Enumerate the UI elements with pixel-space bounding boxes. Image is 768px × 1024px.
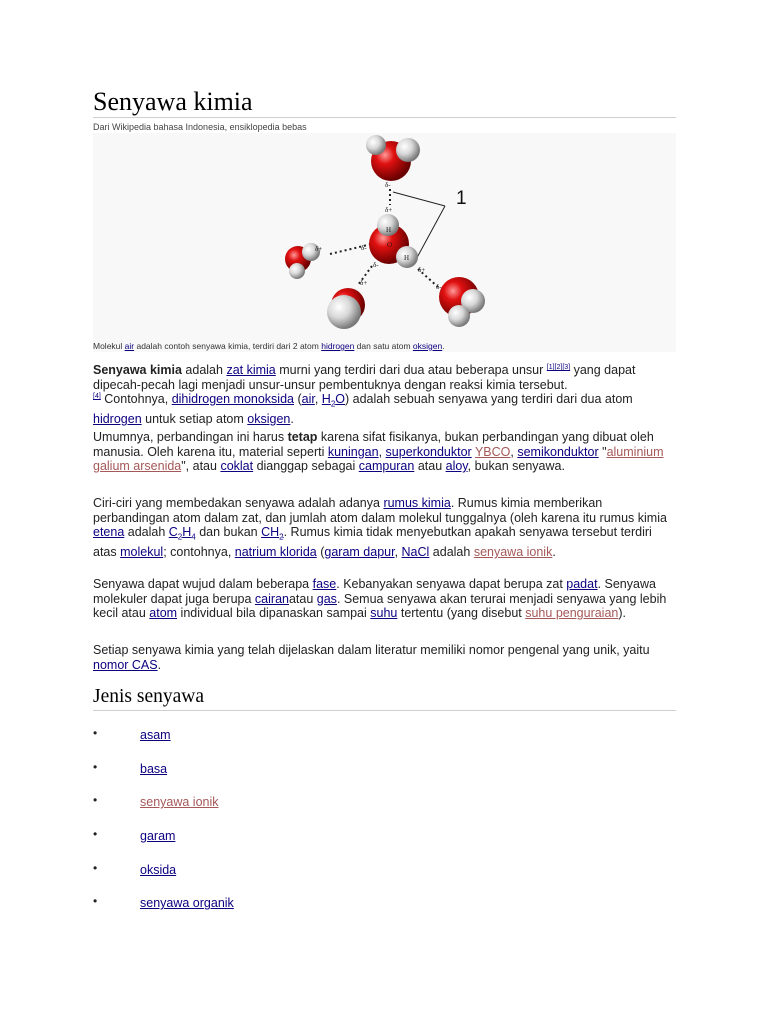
text: . Kebanyakan senyawa dapat berupa zat — [336, 577, 567, 591]
list-link-senyawa-organik[interactable]: senyawa organik — [140, 896, 234, 911]
text: " — [598, 444, 607, 459]
delta-plus-label: δ+ — [360, 279, 368, 287]
list-link-asam[interactable]: asam — [140, 728, 171, 742]
caption-text: adalah contoh senyawa kimia, terdiri dari 2 atom — [134, 341, 322, 351]
paragraph-intro — [93, 363, 676, 427]
bullet-icon: • — [93, 726, 98, 740]
link-etena[interactable]: etena — [93, 525, 125, 540]
text: . Rumus kimia tidak menyebutkan apakah senyawa tersebut terdiri atas — [93, 525, 652, 560]
section-divider — [93, 710, 676, 711]
text: . Senyawa molekuler dapat juga berupa — [93, 577, 656, 606]
link-c2h4[interactable] — [168, 525, 196, 542]
paragraph-formula — [93, 496, 676, 560]
link-atom[interactable]: atom — [149, 606, 178, 621]
text: ) adalah sebuah senyawa yang terdiri dari dua atom — [345, 392, 633, 407]
link-zat-kimia[interactable]: zat kimia — [226, 363, 276, 377]
link-suhu[interactable]: suhu — [370, 606, 398, 621]
link-dihidrogen-monoksida[interactable]: dihidrogen monoksida — [171, 392, 294, 407]
water-molecule-center — [369, 214, 418, 268]
text: Senyawa dapat wujud dalam beberapa — [93, 577, 313, 591]
text: untuk setiap atom — [141, 412, 248, 427]
link-senyawa-ionik[interactable]: senyawa ionik — [473, 545, 553, 560]
link-suhu-penguraian[interactable]: suhu penguraian — [525, 606, 619, 621]
water-molecule-diagram — [93, 133, 676, 352]
formula-part: H — [182, 525, 192, 540]
link-air[interactable]: air — [124, 341, 135, 351]
text: Umumnya, perbandingan ini harus — [93, 430, 288, 444]
term-bold: Senyawa kimia — [93, 363, 182, 377]
text: adalah — [181, 363, 227, 377]
oxygen-atom-label: O — [387, 241, 393, 249]
formula-subscript: 4 — [191, 532, 196, 542]
link-superkonduktor[interactable]: superkonduktor — [385, 444, 472, 459]
text: atau — [414, 459, 446, 474]
title-divider — [93, 117, 676, 118]
list-item — [93, 827, 493, 861]
formula-subscript: 2 — [330, 399, 336, 409]
text: tertentu (yang disebut — [397, 606, 526, 621]
text: , — [314, 392, 322, 407]
angle-label: 1 — [456, 188, 467, 209]
text: , bukan senyawa. — [467, 459, 565, 474]
list-link-senyawa-ionik[interactable]: senyawa ionik — [140, 795, 219, 810]
delta-plus-label: δ+ — [418, 266, 426, 274]
list-link-garam[interactable]: garam — [140, 829, 176, 844]
water-molecule-top — [366, 135, 420, 181]
link-hidrogen[interactable]: hidrogen — [321, 341, 355, 351]
formula-part: CH — [261, 525, 280, 540]
link-aluminium-galium-arsenida[interactable]: aluminium galium arsenida — [93, 444, 664, 474]
delta-minus-label: δ- — [436, 283, 442, 291]
text: , — [378, 444, 386, 459]
paragraph-phase — [93, 577, 676, 621]
bullet-icon: • — [93, 759, 98, 774]
link-kuningan[interactable]: kuningan — [327, 444, 379, 459]
text: . — [157, 657, 162, 672]
link-nomor-cas[interactable]: nomor CAS — [93, 657, 158, 672]
delta-plus-label: δ+ — [315, 245, 323, 253]
link-oksigen[interactable]: oksigen — [247, 412, 291, 427]
caption-text: . — [442, 341, 445, 351]
delta-minus-label: δ- — [361, 244, 367, 252]
link-fase[interactable]: fase — [312, 577, 337, 591]
formula-subscript: 2 — [177, 532, 183, 542]
list-item — [93, 861, 493, 895]
text: , — [394, 545, 402, 560]
page-title: Senyawa kimia — [93, 87, 253, 116]
list-item — [93, 793, 493, 827]
figure-caption — [93, 341, 676, 352]
link-molekul[interactable]: molekul — [120, 545, 164, 560]
list-link-basa[interactable]: basa — [140, 761, 168, 776]
delta-minus-label: δ- — [373, 261, 379, 269]
text: , — [510, 444, 518, 459]
formula-part: O — [335, 392, 346, 407]
hydrogen-atom-label: H — [386, 226, 392, 234]
text: . Semua senyawa akan terurai menjadi senyawa yang lebih kecil atau — [93, 591, 667, 621]
bullet-icon: • — [93, 827, 98, 842]
water-molecule-bottom-left — [327, 288, 365, 329]
text: adalah — [429, 545, 474, 560]
formula-part: H — [321, 392, 331, 407]
text: atau — [288, 591, 317, 606]
delta-plus-label: δ+ — [385, 206, 393, 214]
text: ( — [294, 392, 302, 407]
text: adalah — [124, 525, 169, 540]
text: ( — [316, 545, 325, 560]
list-item — [93, 760, 493, 794]
link-air[interactable]: air — [301, 392, 315, 407]
text: . — [290, 412, 294, 427]
water-molecule-bottom-right — [439, 277, 485, 327]
link-garam-dapur[interactable]: garam dapur — [324, 545, 395, 560]
link-oksigen[interactable]: oksigen — [412, 341, 443, 351]
link-ybco[interactable]: YBCO — [474, 444, 511, 459]
site-tagline: Dari Wikipedia bahasa Indonesia, ensiklopedia bebas — [93, 122, 307, 132]
link-nacl[interactable]: NaCl — [401, 545, 430, 560]
text: murni yang terdiri dari dua atau beberapa unsur — [275, 363, 547, 377]
text: . Rumus kimia memberikan perbandingan atom dalam zat, dan jumlah atom dalam molekul tunggalnya (oleh karena itu rumus kimia — [93, 496, 667, 525]
text: yang dapat dipecah-pecah lagi menjadi unsur-unsur pembentuknya dengan reaksi kimia tersebut. — [93, 363, 636, 392]
paragraph-cas — [93, 643, 676, 672]
formula-subscript: 2 — [279, 532, 284, 542]
hydrogen-atom-label: H — [404, 254, 410, 262]
link-rumus-kimia[interactable]: rumus kimia — [383, 496, 451, 510]
caption-text: Molekul — [93, 341, 125, 351]
compound-types-list — [93, 726, 493, 928]
link-h2o[interactable] — [321, 392, 346, 409]
link-cairan[interactable]: cairan — [254, 591, 289, 606]
link-campuran[interactable]: campuran — [358, 459, 415, 474]
text: dianggap sebagai — [253, 459, 359, 474]
bullet-icon: • — [93, 894, 98, 909]
citation-link[interactable]: [4] — [93, 393, 101, 401]
text: ). — [618, 606, 627, 621]
citation-link[interactable]: [1][2][3] — [546, 363, 571, 371]
link-ch2[interactable] — [261, 525, 284, 542]
text: . — [552, 545, 556, 560]
list-item — [93, 726, 493, 760]
section-heading: Jenis senyawa — [93, 686, 205, 707]
link-coklat[interactable]: coklat — [220, 459, 254, 474]
link-semikonduktor[interactable]: semikonduktor — [517, 444, 599, 459]
text: dan bukan — [195, 525, 262, 540]
text: ", atau — [181, 459, 221, 474]
term-bold: tetap — [287, 430, 318, 444]
text: Contohnya, — [100, 392, 172, 407]
caption-text: dan satu atom — [354, 341, 413, 351]
text: karena sifat fisikanya, bukan perbandingan yang dibuat oleh manusia. Oleh karena itu, material seperti — [93, 430, 654, 459]
text: Ciri-ciri yang membedakan senyawa adalah adanya — [93, 496, 384, 510]
text: ; contohnya, — [163, 545, 235, 560]
paragraph-ratio — [93, 430, 676, 474]
water-molecule-figure — [93, 133, 676, 352]
text: individual bila dipanaskan sampai — [177, 606, 371, 621]
link-aloy[interactable]: aloy — [445, 459, 468, 474]
text: Setiap senyawa kimia yang telah dijelaskan dalam literatur memiliki nomor pengenal yang unik, yaitu — [93, 643, 650, 657]
link-natrium-klorida[interactable]: natrium klorida — [234, 545, 317, 560]
bullet-icon: • — [93, 860, 98, 875]
formula-part: C — [168, 525, 178, 540]
link-padat[interactable]: padat — [566, 577, 598, 591]
bullet-icon: • — [93, 793, 98, 808]
list-item — [93, 894, 493, 928]
delta-minus-label: δ- — [385, 181, 391, 189]
link-hidrogen[interactable]: hidrogen — [93, 412, 142, 427]
link-gas[interactable]: gas — [316, 591, 337, 606]
list-link-oksida[interactable]: oksida — [140, 862, 177, 877]
